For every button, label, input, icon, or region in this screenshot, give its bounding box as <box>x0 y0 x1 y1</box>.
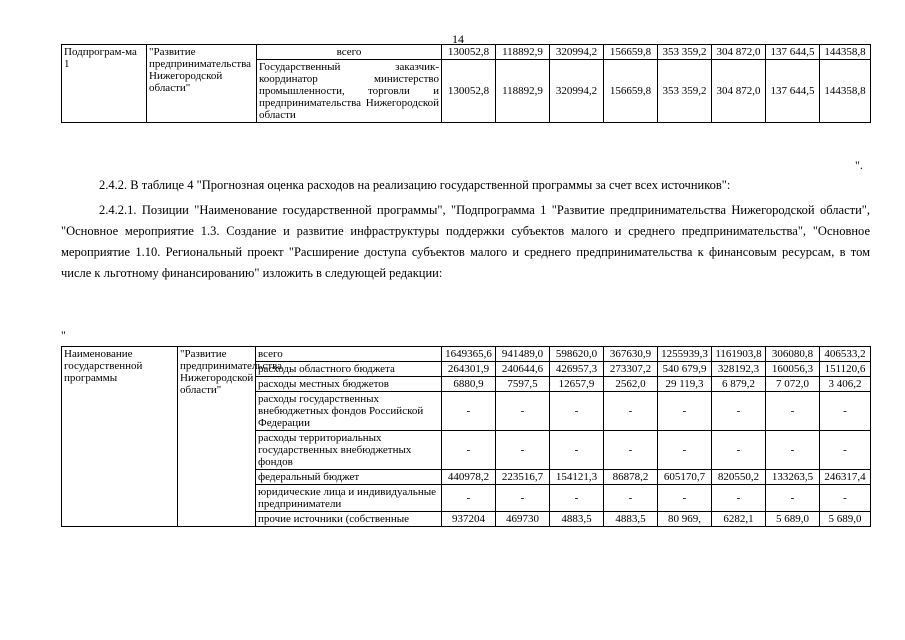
table-cell: - <box>496 485 550 512</box>
table-cell: - <box>442 392 496 431</box>
table-cell: 29 119,3 <box>658 377 712 392</box>
table-cell: 4883,5 <box>550 512 604 527</box>
table-cell: 133263,5 <box>766 470 820 485</box>
table-cell: - <box>550 431 604 470</box>
table-cell: - <box>442 485 496 512</box>
table-cell: 426957,3 <box>550 362 604 377</box>
table-cell: 246317,4 <box>820 470 871 485</box>
table-cell: 6 879,2 <box>712 377 766 392</box>
table-cell: 86878,2 <box>604 470 658 485</box>
table-cell: - <box>820 392 871 431</box>
table-cell: - <box>712 485 766 512</box>
table-cell: 605170,7 <box>658 470 712 485</box>
table-cell: 160056,3 <box>766 362 820 377</box>
table-cell: - <box>604 392 658 431</box>
table-cell: 151120,6 <box>820 362 871 377</box>
table-cell: 5 689,0 <box>820 512 871 527</box>
table-cell: 137 644,5 <box>766 45 820 60</box>
table-cell: 320994,2 <box>550 60 604 123</box>
row-label: Государственный заказчик-координатор министерство промышленности, торговли и предпринимательства Нижегородской области <box>257 60 442 123</box>
table-cell: 304 872,0 <box>712 60 766 123</box>
table-cell: 223516,7 <box>496 470 550 485</box>
table-cell: 156659,8 <box>604 60 658 123</box>
page-number: 14 <box>452 32 464 46</box>
table-cell: 118892,9 <box>496 60 550 123</box>
forecast-table <box>61 346 871 527</box>
table-cell: Наименование государственной программы <box>62 347 178 527</box>
table-cell: 7 072,0 <box>766 377 820 392</box>
subprogram-table <box>61 44 871 123</box>
table-cell: 540 679,9 <box>658 362 712 377</box>
table-cell: 306080,8 <box>766 347 820 362</box>
row-label: расходы местных бюджетов <box>256 377 442 392</box>
table-cell: 4883,5 <box>604 512 658 527</box>
row-label: федеральный бюджет <box>256 470 442 485</box>
table-cell: 367630,9 <box>604 347 658 362</box>
table-cell: 264301,9 <box>442 362 496 377</box>
table-cell: 240644,6 <box>496 362 550 377</box>
paragraph: 2.4.2.1. Позиции "Наименование государственной программы", "Подпрограмма 1 "Развитие предпринимательства Нижегородской области", "Основное мероприятие 1.3. Создание и развитие инфраструктуры поддержки субъектов малого и среднего предпринимательства", "Основное мероприятие 1.10. Региональный проект "Расширение доступа субъектов малого и среднего предпринимательства к финансовым ресурсам, в том числе к льготному финансированию" изложить в следующей редакции: <box>61 203 870 280</box>
table-cell: - <box>604 431 658 470</box>
table-cell: 353 359,2 <box>658 60 712 123</box>
table-cell: 80 969, <box>658 512 712 527</box>
table-cell: - <box>820 485 871 512</box>
table-cell: 820550,2 <box>712 470 766 485</box>
table-cell: - <box>712 392 766 431</box>
table-row <box>62 347 871 362</box>
table-cell: 2562,0 <box>604 377 658 392</box>
table-cell: 440978,2 <box>442 470 496 485</box>
table-cell: 137 644,5 <box>766 60 820 123</box>
table-cell: 1255939,3 <box>658 347 712 362</box>
table-cell: 144358,8 <box>820 60 871 123</box>
table-cell: 328192,3 <box>712 362 766 377</box>
row-label: расходы областного бюджета <box>256 362 442 377</box>
row-label: всего <box>257 45 442 60</box>
table-cell: 937204 <box>442 512 496 527</box>
row-label: расходы государственных внебюджетных фондов Российской Федерации <box>256 392 442 431</box>
table-cell: - <box>766 431 820 470</box>
table-cell: 304 872,0 <box>712 45 766 60</box>
table-cell: 353 359,2 <box>658 45 712 60</box>
table-cell: 144358,8 <box>820 45 871 60</box>
table-cell: - <box>712 431 766 470</box>
row-label: всего <box>256 347 442 362</box>
table-cell: 130052,8 <box>442 45 496 60</box>
table-cell: - <box>658 392 712 431</box>
table-cell: 154121,3 <box>550 470 604 485</box>
table-cell: - <box>604 485 658 512</box>
table-cell: - <box>496 431 550 470</box>
table-cell: - <box>658 431 712 470</box>
table-row <box>62 45 871 60</box>
table-cell: Подпрограм-ма 1 <box>62 45 147 123</box>
closing-quote: ". <box>855 158 863 172</box>
table-cell: 12657,9 <box>550 377 604 392</box>
table-cell: 406533,2 <box>820 347 871 362</box>
table-cell: 5 689,0 <box>766 512 820 527</box>
paragraph: 2.4.2. В таблице 4 "Прогнозная оценка расходов на реализацию государственной программы за счет всех источников": <box>99 178 731 192</box>
table-cell: 1649365,6 <box>442 347 496 362</box>
table-cell: - <box>658 485 712 512</box>
table-cell: - <box>442 431 496 470</box>
table-cell: 6282,1 <box>712 512 766 527</box>
table-cell: - <box>766 485 820 512</box>
table-cell: 3 406,2 <box>820 377 871 392</box>
table-cell: 156659,8 <box>604 45 658 60</box>
table-cell: "Развитие предпринимательства Нижегородской области" <box>178 347 256 527</box>
table-cell: - <box>550 485 604 512</box>
row-label: юридические лица и индивидуальные предприниматели <box>256 485 442 512</box>
table-cell: "Развитие предпринимательства Нижегородской области" <box>147 45 257 123</box>
table-cell: 1161903,8 <box>712 347 766 362</box>
table-cell: 6880,9 <box>442 377 496 392</box>
table-cell: 130052,8 <box>442 60 496 123</box>
table-cell: 118892,9 <box>496 45 550 60</box>
row-label: расходы территориальных государственных внебюджетных фондов <box>256 431 442 470</box>
table-cell: 7597,5 <box>496 377 550 392</box>
row-label: прочие источники (собственные <box>256 512 442 527</box>
table-cell: 273307,2 <box>604 362 658 377</box>
table-cell: 469730 <box>496 512 550 527</box>
table-cell: - <box>766 392 820 431</box>
table-cell: - <box>820 431 871 470</box>
opening-quote: " <box>61 328 66 342</box>
table-cell: 941489,0 <box>496 347 550 362</box>
table-cell: - <box>496 392 550 431</box>
table-cell: 598620,0 <box>550 347 604 362</box>
table-cell: - <box>550 392 604 431</box>
table-cell: 320994,2 <box>550 45 604 60</box>
